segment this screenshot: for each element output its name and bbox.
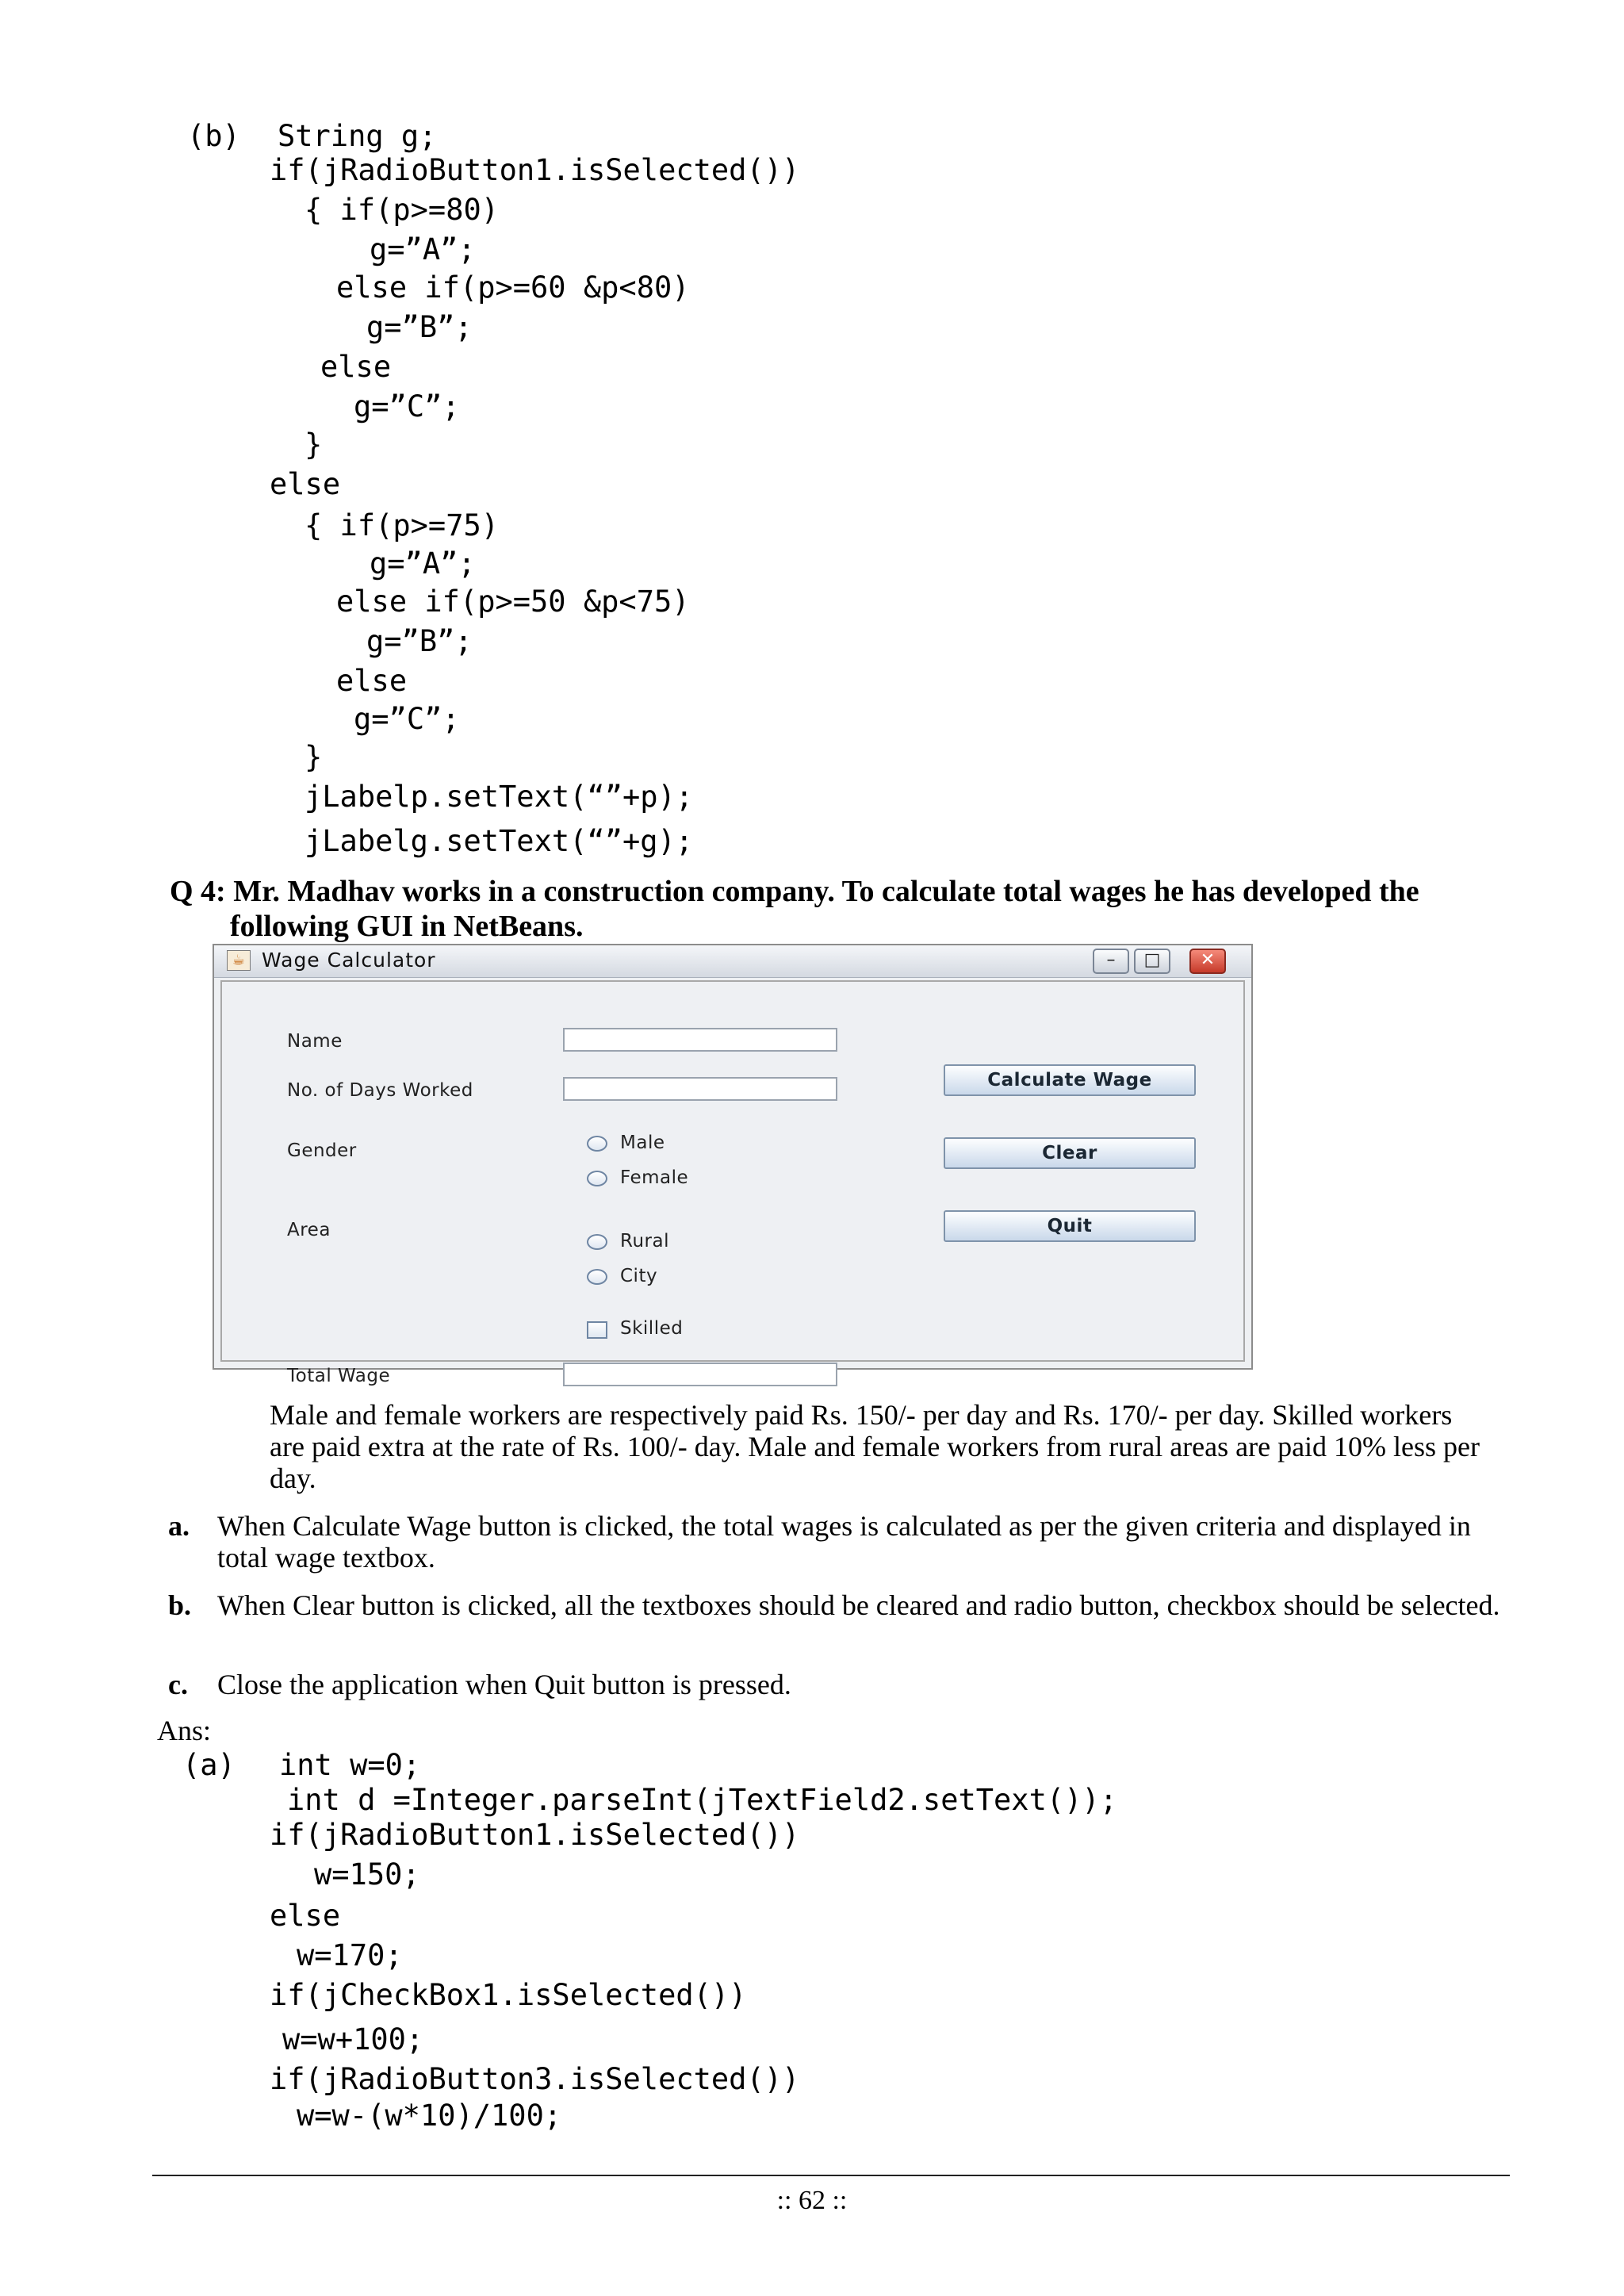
- item-text: Close the application when Quit button is pressed.: [217, 1669, 791, 1700]
- code-line: else: [270, 467, 341, 501]
- rural-radio[interactable]: [587, 1234, 607, 1250]
- code-line: g=”A”;: [370, 232, 476, 266]
- window-title: Wage Calculator: [262, 949, 436, 972]
- male-option-label: Male: [620, 1133, 665, 1153]
- page-number: :: 62 ::: [776, 2186, 848, 2215]
- java-cup-icon: ☕: [227, 950, 251, 971]
- item-text: When Calculate Wage button is clicked, the total wages is calculated as per the given criteria and displayed in total wage textbox.: [217, 1510, 1471, 1573]
- answer-code-line: int d =Integer.parseInt(jTextField2.setText());: [287, 1783, 1117, 1817]
- clear-button[interactable]: Clear: [944, 1137, 1196, 1169]
- answer-code-line: if(jCheckBox1.isSelected()): [270, 1978, 747, 2012]
- answer-code-line: else: [270, 1899, 341, 1933]
- wage-description: Male and female workers are respectively paid Rs. 150/- per day and Rs. 170/- per day. Skilled workers are paid extra at the rate of Rs. 100/- day. Male and female workers from rural areas are paid 10% less per day.: [270, 1399, 1480, 1494]
- area-label: Area: [287, 1220, 331, 1240]
- calculate-wage-button[interactable]: Calculate Wage: [944, 1064, 1196, 1096]
- gender-label: Gender: [287, 1140, 357, 1161]
- answer-code-line: if(jRadioButton3.isSelected()): [270, 2062, 800, 2096]
- answer-code-line: w=150;: [314, 1857, 420, 1892]
- item-text: When Clear button is clicked, all the textboxes should be cleared and radio button, checkbox should be selected.: [217, 1589, 1500, 1621]
- code-line: g=”A”;: [370, 546, 476, 581]
- rural-option-label: Rural: [620, 1231, 669, 1251]
- answer-code-line: if(jRadioButton1.isSelected()): [270, 1818, 800, 1852]
- item-letter: a.: [168, 1510, 190, 1542]
- days-field[interactable]: [563, 1077, 837, 1101]
- code-part-label: (b): [187, 119, 240, 153]
- total-wage-field[interactable]: [563, 1363, 837, 1386]
- footer-divider: [152, 2175, 1510, 2176]
- answer-code-line: w=170;: [297, 1938, 403, 1972]
- code-line: }: [304, 427, 323, 462]
- code-line: g=”C”;: [354, 702, 460, 736]
- question-heading-cont: following GUI in NetBeans.: [230, 910, 584, 943]
- code-line: { if(p>=80): [304, 193, 500, 227]
- female-radio[interactable]: [587, 1171, 607, 1186]
- code-line: else if(p>=50 &p<75): [336, 585, 690, 619]
- code-line: g=”C”;: [354, 389, 460, 424]
- days-label: No. of Days Worked: [287, 1080, 473, 1101]
- skilled-option-label: Skilled: [620, 1318, 684, 1339]
- name-field[interactable]: [563, 1028, 837, 1052]
- code-line: else: [320, 350, 392, 384]
- code-line: jLabelp.setText(“”+p);: [304, 780, 694, 814]
- name-label: Name: [287, 1031, 343, 1052]
- male-radio[interactable]: [587, 1136, 607, 1152]
- code-line: }: [304, 740, 323, 774]
- question-heading: Q 4: Mr. Madhav works in a construction company. To calculate total wages he has developed the: [170, 875, 1419, 908]
- answer-part-label: (a): [182, 1748, 236, 1782]
- answer-label: Ans:: [157, 1715, 212, 1746]
- answer-code-line: int w=0;: [279, 1748, 421, 1782]
- code-line: else: [336, 664, 408, 698]
- code-line: g=”B”;: [366, 624, 473, 658]
- skilled-checkbox[interactable]: [587, 1321, 607, 1339]
- code-line: { if(p>=75): [304, 508, 500, 542]
- answer-code-line: w=w+100;: [282, 2022, 424, 2056]
- code-line: g=”B”;: [366, 310, 473, 344]
- maximize-button[interactable]: □: [1134, 949, 1170, 974]
- code-line: if(jRadioButton1.isSelected()): [270, 153, 800, 187]
- code-line: String g;: [278, 119, 437, 153]
- wage-calculator-window: [213, 944, 1253, 1386]
- city-radio[interactable]: [587, 1269, 607, 1285]
- code-line: jLabelg.setText(“”+g);: [304, 824, 694, 858]
- form-panel: [220, 980, 1245, 1386]
- answer-code-line: w=w-(w*10)/100;: [297, 2099, 562, 2133]
- female-option-label: Female: [620, 1167, 689, 1188]
- code-line: else if(p>=60 &p<80): [336, 270, 690, 305]
- city-option-label: City: [620, 1266, 658, 1286]
- item-letter: c.: [168, 1669, 188, 1700]
- total-wage-label: Total Wage: [287, 1366, 391, 1386]
- minimize-button[interactable]: –: [1093, 949, 1129, 974]
- quit-button[interactable]: Quit: [944, 1210, 1196, 1242]
- item-letter: b.: [168, 1589, 192, 1621]
- close-button[interactable]: ✕: [1189, 949, 1226, 974]
- title-bar[interactable]: [214, 945, 1251, 978]
